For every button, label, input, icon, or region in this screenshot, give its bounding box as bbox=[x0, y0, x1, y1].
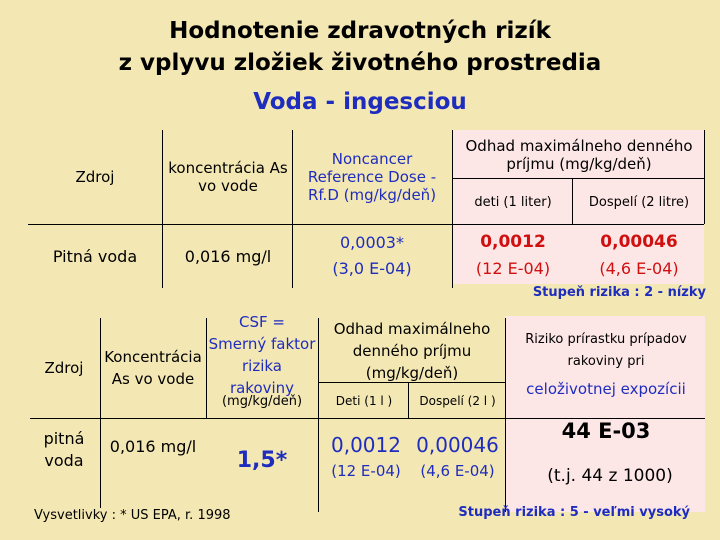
table2-header-koncentracia: Koncentrácia As vo vode bbox=[104, 348, 202, 388]
table1-divider bbox=[292, 130, 293, 288]
table1-divider bbox=[572, 178, 573, 224]
table1-row-deti-value: 0,0012 bbox=[480, 232, 546, 252]
page-title-line1: Hodnotenie zdravotných rizík bbox=[169, 18, 551, 44]
table1-divider bbox=[28, 224, 704, 225]
table1-row-rfd-exp: (3,0 E-04) bbox=[332, 258, 412, 278]
table1-row-rfd-value: 0,0003* bbox=[340, 232, 404, 252]
table1-header-zdroj: Zdroj bbox=[75, 168, 115, 186]
table2-row-deti-value: 0,0012 bbox=[331, 433, 401, 457]
table2-row-dospeli-exp: (4,6 E-04) bbox=[420, 462, 495, 480]
table2-header-odhad: Odhad maximálneho denného príjmu (mg/kg/deň) bbox=[333, 320, 491, 382]
table2-row-zdroj: pitná voda bbox=[43, 429, 85, 470]
table2-header-dospeli: Dospelí (2 l ) bbox=[419, 394, 496, 408]
table2-row-riziko-value: 44 E-03 bbox=[561, 419, 651, 443]
table1-header-rfd: Noncancer Reference Dose - Rf.D (mg/kg/deň) bbox=[307, 150, 437, 204]
page-subtitle: Voda - ingesciou bbox=[253, 89, 467, 115]
table1-divider bbox=[452, 130, 453, 288]
table1-header-odhad: Odhad maximálneho denného príjmu (mg/kg/deň) bbox=[465, 137, 693, 173]
table2-divider bbox=[100, 318, 101, 508]
table-2 bbox=[0, 300, 720, 540]
table2-row-csf: 1,5* bbox=[236, 447, 288, 473]
table2-header-riziko: Riziko prírastku prípadov rakoviny pri bbox=[525, 332, 687, 369]
page-title-line2: z vplyvu zložiek životného prostredia bbox=[118, 50, 602, 76]
table1-header-deti: deti (1 liter) bbox=[474, 194, 552, 210]
table1-row-koncentracia: 0,016 mg/l bbox=[184, 246, 272, 266]
table2-divider bbox=[318, 318, 319, 512]
table2-header-csf: CSF = Smerný faktor rizika rakoviny bbox=[208, 313, 316, 397]
table2-divider bbox=[408, 382, 409, 418]
table1-row-deti-exp: (12 E-04) bbox=[475, 258, 551, 278]
table2-row-koncentracia: 0,016 mg/l bbox=[109, 437, 197, 456]
table2-row-dospeli-value: 0,00046 bbox=[416, 433, 499, 457]
table2-header-celozivotnej: celoživotnej expozícii bbox=[526, 380, 686, 398]
table1-row-dospeli-value: 0,00046 bbox=[600, 232, 678, 252]
table2-row-riziko-note: (t.j. 44 z 1000) bbox=[547, 465, 673, 486]
table1-header-koncentracia: koncentrácia As vo vode bbox=[168, 159, 288, 195]
table2-stupen-rizika: Stupeň rizika : 5 - veľmi vysoký bbox=[458, 504, 690, 520]
table1-header-dospeli: Dospelí (2 litre) bbox=[588, 194, 690, 210]
table1-row-dospeli-exp: (4,6 E-04) bbox=[599, 258, 679, 278]
table1-stupen-rizika: Stupeň rizika : 2 - nízky bbox=[532, 284, 706, 300]
table2-header-deti: Deti (1 l ) bbox=[335, 394, 393, 408]
table2-header-zdroj: Zdroj bbox=[44, 359, 84, 377]
footnote: Vysvetlivky : * US EPA, r. 1998 bbox=[34, 507, 231, 523]
table2-row-deti-exp: (12 E-04) bbox=[331, 462, 401, 480]
table1-divider bbox=[162, 130, 163, 288]
table1-divider bbox=[704, 130, 705, 224]
table2-header-csf-unit: (mg/kg/deň) bbox=[221, 393, 303, 409]
table2-divider bbox=[206, 318, 207, 418]
table2-divider bbox=[505, 318, 506, 512]
table1-divider bbox=[452, 178, 704, 179]
table1-row-zdroj: Pitná voda bbox=[52, 246, 138, 266]
